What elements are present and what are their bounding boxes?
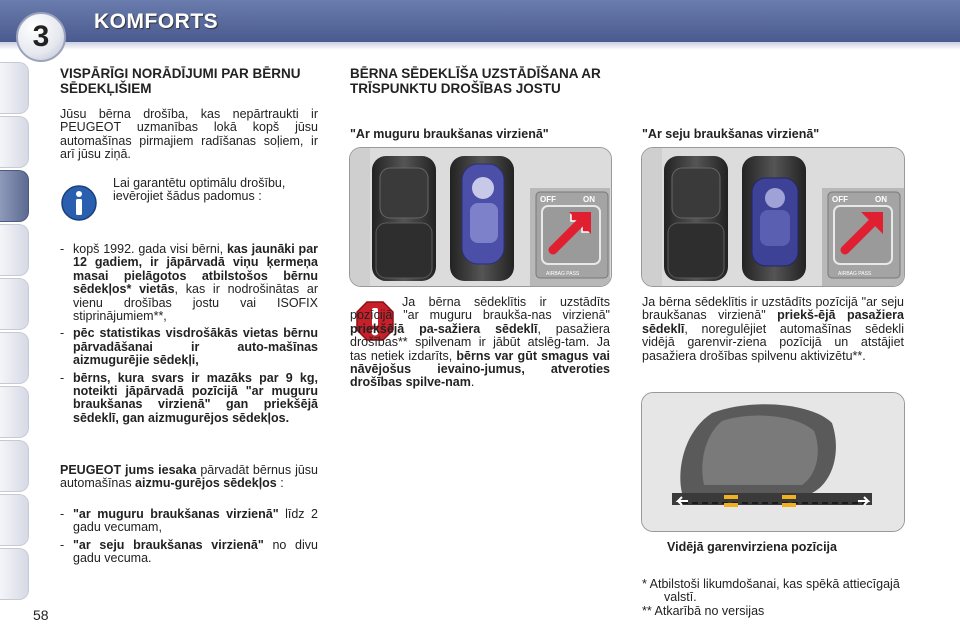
chapter-tab-3-active[interactable] — [0, 170, 29, 222]
header-fade — [0, 42, 960, 50]
chapter-tab-7[interactable] — [0, 386, 29, 438]
airbag-pass-label: AIRBAG PASS — [546, 271, 580, 277]
airbag-on-label: ON — [875, 195, 887, 204]
intro-paragraph: Jūsu bērna drošība, kas nepārtraukti ir PEUGEOT uzmanības lokā kopš jūsu automašīnas pirmajiem radīšanas soļiem, ir arī jūsu ziņā. — [60, 107, 318, 162]
chapter-tab-4[interactable] — [0, 224, 29, 276]
section-heading-installation: BĒRNA SĒDEKLĪŠA UZSTĀDĪŠANA AR TRĪSPUNKTU DROŠĪBAS JOSTU — [350, 66, 601, 96]
airbag-off-label: OFF — [540, 195, 556, 204]
peugeot-recommendation: PEUGEOT jums iesaka pārvadāt bērnus jūsu automašīnas aizmu-gurējos sēdekļos : — [60, 463, 318, 491]
seat-position-caption: Vidējā garenvirziena pozīcija — [667, 540, 837, 554]
airbag-pass-label: AIRBAG PASS — [838, 271, 872, 277]
info-note-text: Lai garantētu optimālu drošību, ievērojiet šādus padomus : — [113, 176, 286, 204]
seat-position-photo — [641, 392, 905, 532]
chapter-tab-6[interactable] — [0, 332, 29, 384]
chapter-tab-9[interactable] — [0, 494, 29, 546]
page-number: 58 — [33, 607, 49, 623]
footnote-1: * Atbilstoši likumdošanai, kas spēkā attiecīgajā valstī. — [642, 577, 900, 605]
chapter-title: KOMFORTS — [94, 10, 219, 33]
chapter-tab-5[interactable] — [0, 278, 29, 330]
rear-facing-photo — [349, 147, 612, 287]
airbag-panel — [536, 192, 608, 278]
info-icon — [60, 183, 98, 223]
child-safety-list — [60, 243, 318, 429]
forward-facing-caption: "Ar seju braukšanas virzienā" — [642, 127, 820, 141]
chapter-tab-8[interactable] — [0, 440, 29, 492]
list-item: - pēc statistikas visdrošākās vietas bērnu pārvadāšanai ir auto-mašīnas aizmugurējie sēdekļi, — [60, 327, 318, 367]
list-item: - "ar seju braukšanas virzienā" no divu gadu vecuma. — [60, 539, 318, 566]
rear-facing-caption: "Ar muguru braukšanas virzienā" — [350, 127, 549, 141]
list-item: - bērns, kura svars ir mazāks par 9 kg, noteikti jāpārvadā pozīcijā "ar muguru braukšanas virzienā" gan priekšējā sēdeklī, gan aizmugurējos sēdekļos. — [60, 372, 318, 426]
recommendation-list — [60, 508, 318, 570]
footnote-2: ** Atkarībā no versijas — [642, 604, 765, 618]
chapter-number-badge: 3 — [16, 12, 66, 62]
airbag-on-label: ON — [583, 195, 595, 204]
section-heading-general: VISPĀRĪGI NORĀDĪJUMI PAR BĒRNU SĒDEKĻIŠIEM — [60, 66, 301, 96]
airbag-off-label: OFF — [832, 195, 848, 204]
warning-paragraph: Ja bērna sēdeklītis ir uzstādīts pozīcijā "ar muguru braukša-nas virzienā" priekšējā pa-sažiera sēdeklī, pasažiera drošības** spilvenam ir jābūt atslēg-tam. Ja tas netiek izdarīts, bērns var gūt smagus vai nāvējošus ievaino-jumus, atveroties drošības spilve-nam. — [350, 295, 610, 390]
forward-facing-paragraph: Ja bērna sēdeklītis ir uzstādīts pozīcijā "ar seju braukšanas virzienā" priekš-ējā pasažiera sēdeklī, noregulējiet automašīnas sēdekli vidējā garenvir-ziena pozīcijā un atstājiet pasažiera drošības spilvenu aktivizētu**. — [642, 295, 904, 363]
chapter-tab-2[interactable] — [0, 116, 29, 168]
chapter-tab-1[interactable] — [0, 62, 29, 114]
list-item: - "ar muguru braukšanas virzienā" līdz 2 gadu vecumam, — [60, 508, 318, 535]
list-item: - kopš 1992. gada visi bērni, kas jaunāki par 12 gadiem, ir jāpārvadā viņu ķermeņa masai pielāgotos atbilstošos bērnu sēdekļos* vietās, kas ir nodrošinātas ar vienu drošības jostu vai ISOFIX stiprinājumiem**, — [60, 243, 318, 323]
forward-facing-photo — [641, 147, 905, 287]
chapter-tab-10[interactable] — [0, 548, 29, 600]
